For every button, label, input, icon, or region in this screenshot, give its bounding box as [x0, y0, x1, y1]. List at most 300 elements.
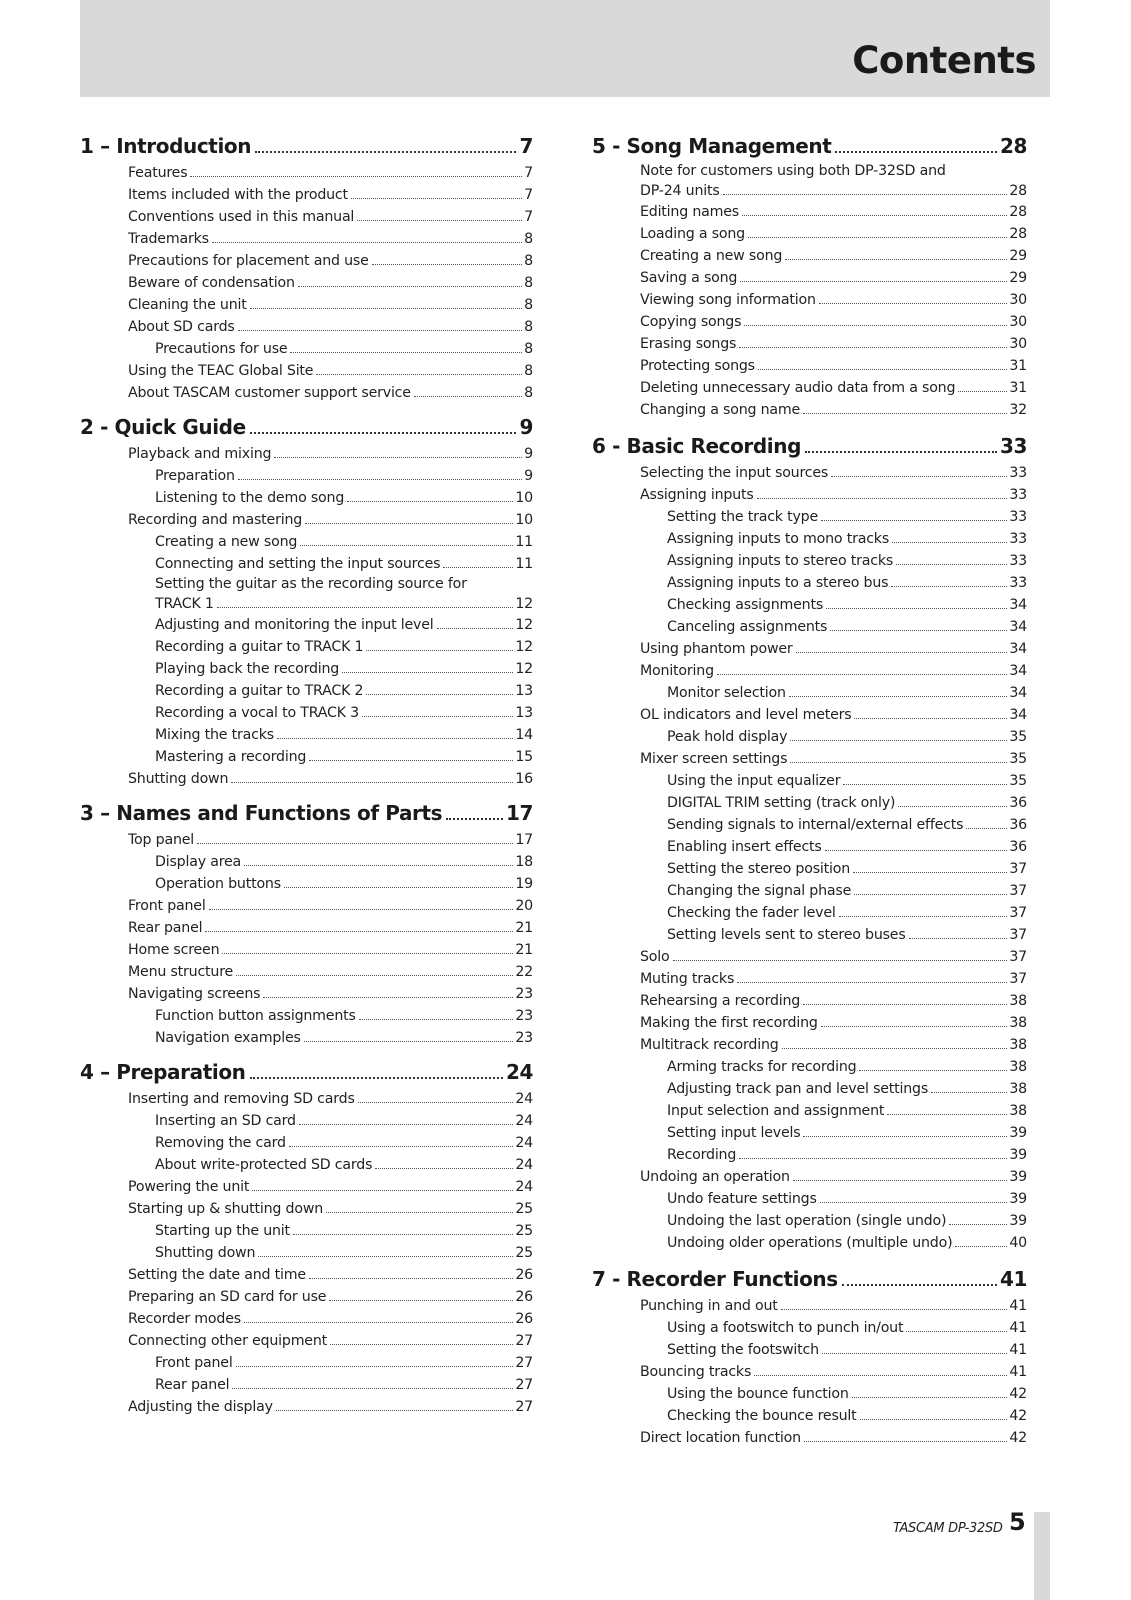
toc-entry[interactable] — [592, 616, 1027, 638]
entry-page: 28 — [1009, 183, 1027, 199]
entry-title: About TASCAM customer support service — [128, 385, 411, 401]
toc-entry[interactable] — [592, 1295, 1027, 1317]
entry-title: Inserting an SD card — [155, 1113, 296, 1129]
entry-title: Assigning inputs to a stereo bus — [667, 575, 889, 591]
toc-entry[interactable] — [592, 355, 1027, 377]
toc-entry[interactable] — [592, 1361, 1027, 1383]
entry-page: 38 — [1009, 1059, 1027, 1075]
entry-page: 24 — [515, 1157, 533, 1173]
toc-entry[interactable] — [592, 267, 1027, 289]
entry-page: 8 — [524, 231, 533, 247]
toc-entry[interactable] — [592, 638, 1027, 660]
section-title: 7 - Recorder Functions — [592, 1267, 838, 1291]
entry-list — [592, 1295, 1027, 1449]
toc-entry[interactable] — [80, 768, 533, 790]
entry-title: DIGITAL TRIM setting (track only) — [667, 795, 896, 811]
section-heading[interactable] — [80, 798, 533, 829]
entry-page: 30 — [1009, 314, 1027, 330]
dot-leader — [358, 1102, 514, 1103]
entry-page: 21 — [515, 920, 533, 936]
dot-leader — [955, 1246, 1007, 1247]
dot-leader — [277, 738, 513, 739]
toc-entry[interactable] — [80, 443, 533, 465]
toc-entry[interactable] — [80, 1374, 533, 1396]
toc-entry[interactable] — [592, 792, 1027, 814]
entry-page: 13 — [515, 683, 533, 699]
section-page: 9 — [519, 415, 533, 439]
dot-leader — [737, 982, 1007, 983]
entry-title: Assigning inputs to mono tracks — [667, 531, 890, 547]
toc-entry[interactable] — [592, 748, 1027, 770]
entry-title: Recording a vocal to TRACK 3 — [155, 705, 359, 721]
entry-title: Mixing the tracks — [155, 727, 274, 743]
dot-leader — [793, 1180, 1008, 1181]
entry-title: Setting the footswitch — [667, 1342, 819, 1358]
toc-entry[interactable] — [592, 399, 1027, 421]
entry-title: Using a footswitch to punch in/out — [667, 1320, 904, 1336]
entry-page: 16 — [515, 771, 533, 787]
entry-page: 36 — [1009, 817, 1027, 833]
entry-title: About write-protected SD cards — [155, 1157, 373, 1173]
toc-entry[interactable] — [80, 206, 533, 228]
toc-entry[interactable] — [80, 1110, 533, 1132]
toc-entry[interactable] — [592, 1144, 1027, 1166]
toc-entry[interactable] — [592, 660, 1027, 682]
toc-entry[interactable] — [80, 636, 533, 658]
entry-title: Creating a new song — [640, 248, 783, 264]
dot-leader — [723, 194, 1008, 195]
section-gap — [80, 1049, 533, 1057]
toc-entry[interactable] — [80, 553, 533, 575]
entry-page: 25 — [515, 1245, 533, 1261]
entry-title: Undoing the last operation (single undo) — [667, 1213, 947, 1229]
toc-entry[interactable] — [80, 1352, 533, 1374]
dot-leader — [821, 520, 1007, 521]
entry-page: 37 — [1009, 883, 1027, 899]
entry-title: Direct location function — [640, 1430, 801, 1446]
dot-leader — [853, 872, 1007, 873]
toc-entry[interactable] — [80, 917, 533, 939]
entry-title: Canceling assignments — [667, 619, 828, 635]
toc-entry[interactable] — [80, 228, 533, 250]
entry-title: Undoing older operations (multiple undo) — [667, 1235, 953, 1251]
entry-page: 37 — [1009, 927, 1027, 943]
dot-leader — [949, 1224, 1007, 1225]
dot-leader — [805, 451, 997, 453]
toc-entry[interactable] — [592, 1056, 1027, 1078]
toc-entry[interactable] — [592, 946, 1027, 968]
toc-entry[interactable] — [592, 704, 1027, 726]
entry-page: 8 — [524, 253, 533, 269]
entry-title: Home screen — [128, 942, 220, 958]
toc-section — [80, 412, 533, 790]
dot-leader — [289, 1146, 514, 1147]
dot-leader — [781, 1309, 1008, 1310]
section-title: 2 - Quick Guide — [80, 415, 246, 439]
dot-leader — [217, 607, 514, 608]
toc-entry[interactable] — [80, 939, 533, 961]
entry-page: 27 — [515, 1377, 533, 1393]
entry-title: Recording — [667, 1147, 737, 1163]
entry-list — [80, 443, 533, 790]
toc-entry[interactable] — [80, 1286, 533, 1308]
dot-leader — [820, 1202, 1008, 1203]
toc-entry[interactable] — [80, 829, 533, 851]
entry-title: Protecting songs — [640, 358, 755, 374]
toc-entry[interactable] — [80, 658, 533, 680]
dot-leader — [232, 1388, 513, 1389]
toc-entry[interactable] — [592, 201, 1027, 223]
entry-page: 7 — [524, 209, 533, 225]
toc-entry[interactable] — [592, 162, 1027, 201]
toc-entry[interactable] — [592, 1317, 1027, 1339]
entry-title: Menu structure — [128, 964, 234, 980]
toc-entry[interactable] — [80, 1308, 533, 1330]
toc-entry[interactable] — [80, 162, 533, 184]
entry-page: 36 — [1009, 839, 1027, 855]
entry-page: 33 — [1009, 509, 1027, 525]
entry-page: 9 — [524, 468, 533, 484]
toc-entry[interactable] — [592, 1383, 1027, 1405]
entry-page: 39 — [1009, 1169, 1027, 1185]
dot-leader — [758, 369, 1007, 370]
entry-title: Recording and mastering — [128, 512, 303, 528]
entry-page: 41 — [1009, 1320, 1027, 1336]
dot-leader — [309, 760, 513, 761]
toc-entry[interactable] — [592, 968, 1027, 990]
entry-title: About SD cards — [128, 319, 235, 335]
entry-page: 37 — [1009, 861, 1027, 877]
dot-leader — [446, 818, 503, 820]
entry-title: Using the bounce function — [667, 1386, 849, 1402]
dot-leader — [359, 1019, 514, 1020]
toc-entry[interactable] — [80, 746, 533, 768]
section-heading[interactable] — [592, 1264, 1027, 1295]
toc-entry[interactable] — [592, 1166, 1027, 1188]
entry-page: 39 — [1009, 1147, 1027, 1163]
section-heading[interactable] — [80, 131, 533, 162]
section-title: 1 – Introduction — [80, 134, 252, 158]
entry-page: 12 — [515, 639, 533, 655]
entry-page: 26 — [515, 1267, 533, 1283]
section-title: 5 - Song Management — [592, 134, 832, 158]
entry-title: Changing the signal phase — [667, 883, 852, 899]
dot-leader — [843, 784, 1007, 785]
section-page: 33 — [999, 434, 1027, 458]
entry-title: Changing a song name — [640, 402, 801, 418]
toc-entry[interactable] — [592, 462, 1027, 484]
entry-page: 40 — [1009, 1235, 1027, 1251]
toc-entry[interactable] — [80, 1027, 533, 1049]
toc-entry[interactable] — [80, 895, 533, 917]
entry-title: Punching in and out — [640, 1298, 778, 1314]
toc-entry[interactable] — [592, 245, 1027, 267]
toc-column-right — [592, 131, 1027, 1449]
toc-entry[interactable] — [592, 528, 1027, 550]
toc-entry[interactable] — [592, 594, 1027, 616]
footer-page-number: 5 — [1009, 1508, 1026, 1536]
dot-leader — [316, 374, 522, 375]
entry-page: 33 — [1009, 531, 1027, 547]
entry-title: Setting the date and time — [128, 1267, 306, 1283]
toc-entry[interactable] — [80, 272, 533, 294]
toc-entry[interactable] — [80, 1088, 533, 1110]
toc-entry[interactable] — [592, 550, 1027, 572]
entry-page: 33 — [1009, 553, 1027, 569]
entry-page: 15 — [515, 749, 533, 765]
entry-title: Erasing songs — [640, 336, 737, 352]
entry-page: 30 — [1009, 292, 1027, 308]
entry-title: Playback and mixing — [128, 446, 272, 462]
entry-page: 32 — [1009, 402, 1027, 418]
toc-entry[interactable] — [592, 836, 1027, 858]
entry-page: 42 — [1009, 1430, 1027, 1446]
entry-title: Setting levels sent to stereo buses — [667, 927, 906, 943]
toc-entry[interactable] — [80, 961, 533, 983]
toc-section — [80, 1057, 533, 1418]
dot-leader — [748, 237, 1007, 238]
toc-entry[interactable] — [80, 382, 533, 404]
entry-page: 13 — [515, 705, 533, 721]
toc-entry[interactable] — [592, 726, 1027, 748]
entry-line — [155, 594, 533, 614]
section-heading[interactable] — [80, 1057, 533, 1088]
entry-line — [640, 181, 1027, 201]
toc-entry[interactable] — [592, 814, 1027, 836]
toc-entry[interactable] — [592, 880, 1027, 902]
toc-entry[interactable] — [592, 289, 1027, 311]
toc-entry[interactable] — [80, 360, 533, 382]
entry-page: 27 — [515, 1333, 533, 1349]
toc-entry[interactable] — [592, 223, 1027, 245]
toc-entry[interactable] — [592, 902, 1027, 924]
entry-page: 24 — [515, 1179, 533, 1195]
entry-title: Navigation examples — [155, 1030, 301, 1046]
entry-page: 31 — [1009, 380, 1027, 396]
dot-leader — [831, 476, 1007, 477]
toc-entry[interactable] — [80, 294, 533, 316]
toc-entry[interactable] — [80, 316, 533, 338]
entry-title: Saving a song — [640, 270, 738, 286]
toc-entry[interactable] — [80, 614, 533, 636]
section-heading[interactable] — [80, 412, 533, 443]
toc-entry[interactable] — [592, 572, 1027, 594]
toc-entry[interactable] — [80, 509, 533, 531]
toc-entry[interactable] — [592, 377, 1027, 399]
dot-leader — [717, 674, 1007, 675]
dot-leader — [835, 151, 997, 153]
toc-entry[interactable] — [80, 1396, 533, 1418]
dot-leader — [300, 545, 513, 546]
entry-page: 30 — [1009, 336, 1027, 352]
toc-entry[interactable] — [592, 1188, 1027, 1210]
entry-title: Undoing an operation — [640, 1169, 790, 1185]
dot-leader — [326, 1212, 513, 1213]
dot-leader — [342, 672, 513, 673]
entry-page: 33 — [1009, 575, 1027, 591]
entry-page: 37 — [1009, 971, 1027, 987]
entry-title: Assigning inputs — [640, 487, 754, 503]
toc-entry[interactable] — [80, 680, 533, 702]
entry-title: Display area — [155, 854, 242, 870]
entry-page: 36 — [1009, 795, 1027, 811]
entry-page: 14 — [515, 727, 533, 743]
toc-entry[interactable] — [80, 1005, 533, 1027]
dot-leader — [443, 567, 513, 568]
entry-title: Deleting unnecessary audio data from a song — [640, 380, 956, 396]
entry-page: 24 — [515, 1135, 533, 1151]
dot-leader — [274, 457, 522, 458]
toc-entry[interactable] — [592, 990, 1027, 1012]
dot-leader — [789, 696, 1008, 697]
entry-page: 29 — [1009, 270, 1027, 286]
entry-page: 8 — [524, 385, 533, 401]
entry-title: Connecting and setting the input sources — [155, 556, 441, 572]
toc-entry[interactable] — [592, 1122, 1027, 1144]
entry-page: 38 — [1009, 1081, 1027, 1097]
entry-page: 28 — [1009, 204, 1027, 220]
toc-entry[interactable] — [80, 1176, 533, 1198]
entry-page: 38 — [1009, 993, 1027, 1009]
toc-entry[interactable] — [80, 1330, 533, 1352]
toc-entry[interactable] — [592, 1405, 1027, 1427]
toc-entry[interactable] — [80, 487, 533, 509]
toc-entry[interactable] — [592, 1012, 1027, 1034]
toc-entry[interactable] — [592, 1078, 1027, 1100]
dot-leader — [236, 1366, 514, 1367]
dot-leader — [255, 151, 516, 153]
entry-title: Cleaning the unit — [128, 297, 247, 313]
toc-entry[interactable] — [592, 1210, 1027, 1232]
toc-entry[interactable] — [80, 983, 533, 1005]
toc-entry[interactable] — [80, 184, 533, 206]
toc-entry[interactable] — [592, 1100, 1027, 1122]
toc-entry[interactable] — [80, 1242, 533, 1264]
toc-entry[interactable] — [592, 1232, 1027, 1254]
dot-leader — [744, 325, 1007, 326]
entry-title: Enabling insert effects — [667, 839, 822, 855]
dot-leader — [293, 1234, 513, 1235]
header-band — [80, 0, 1050, 97]
toc-entry[interactable] — [80, 1132, 533, 1154]
entry-title: Muting tracks — [640, 971, 735, 987]
dot-leader — [757, 498, 1008, 499]
entry-title-cont: TRACK 1 — [155, 596, 214, 612]
entry-title: Starting up & shutting down — [128, 1201, 324, 1217]
section-gap — [80, 790, 533, 798]
toc-entry[interactable] — [592, 311, 1027, 333]
toc-entry[interactable] — [592, 506, 1027, 528]
toc-entry[interactable] — [592, 770, 1027, 792]
entry-page: 7 — [524, 165, 533, 181]
toc-entry[interactable] — [592, 1339, 1027, 1361]
section-heading[interactable] — [592, 431, 1027, 462]
toc-entry[interactable] — [80, 531, 533, 553]
entry-page: 12 — [515, 661, 533, 677]
toc-entry[interactable] — [80, 1198, 533, 1220]
toc-entry[interactable] — [80, 465, 533, 487]
toc-entry[interactable] — [592, 484, 1027, 506]
dot-leader — [892, 542, 1007, 543]
toc-entry[interactable] — [80, 873, 533, 895]
section-page: 7 — [519, 134, 533, 158]
dot-leader — [238, 479, 522, 480]
dot-leader — [804, 1441, 1007, 1442]
entry-list — [592, 162, 1027, 421]
toc-entry[interactable] — [80, 851, 533, 873]
entry-title: Listening to the demo song — [155, 490, 345, 506]
dot-leader — [673, 960, 1008, 961]
entry-title: Preparing an SD card for use — [128, 1289, 327, 1305]
dot-leader — [782, 1048, 1008, 1049]
toc-section — [592, 431, 1027, 1254]
entry-page: 41 — [1009, 1364, 1027, 1380]
dot-leader — [898, 806, 1007, 807]
dot-leader — [238, 330, 523, 331]
dot-leader — [803, 1004, 1007, 1005]
entry-page: 17 — [515, 832, 533, 848]
toc-entry[interactable] — [80, 1220, 533, 1242]
entry-page: 33 — [1009, 487, 1027, 503]
entry-page: 27 — [515, 1399, 533, 1415]
entry-page: 35 — [1009, 729, 1027, 745]
dot-leader — [304, 1041, 514, 1042]
dot-leader — [209, 909, 514, 910]
toc-entry[interactable] — [80, 724, 533, 746]
toc-entry[interactable] — [80, 575, 533, 614]
toc-entry[interactable] — [80, 1264, 533, 1286]
entry-title: Peak hold display — [667, 729, 788, 745]
entry-title: Playing back the recording — [155, 661, 340, 677]
dot-leader — [754, 1375, 1007, 1376]
entry-title: Assigning inputs to stereo tracks — [667, 553, 894, 569]
entry-page: 38 — [1009, 1015, 1027, 1031]
toc-entry[interactable] — [80, 1154, 533, 1176]
section-heading[interactable] — [592, 131, 1027, 162]
page-title: Contents — [852, 39, 1036, 82]
dot-leader — [860, 1419, 1008, 1420]
toc-entry[interactable] — [592, 858, 1027, 880]
toc-entry[interactable] — [592, 682, 1027, 704]
toc-entry[interactable] — [592, 1427, 1027, 1449]
dot-leader — [796, 652, 1008, 653]
entry-title: Adjusting the display — [128, 1399, 273, 1415]
toc-entry[interactable] — [80, 338, 533, 360]
section-title: 3 – Names and Functions of Parts — [80, 801, 443, 825]
section-gap — [592, 1254, 1027, 1264]
entry-title: Solo — [640, 949, 670, 965]
dot-leader — [825, 850, 1008, 851]
toc-entry[interactable] — [592, 1034, 1027, 1056]
dot-leader — [244, 1322, 513, 1323]
section-page: 17 — [505, 801, 533, 825]
entry-title: Monitoring — [640, 663, 714, 679]
dot-leader — [909, 938, 1008, 939]
entry-title: Top panel — [128, 832, 195, 848]
dot-leader — [830, 630, 1007, 631]
dot-leader — [790, 740, 1007, 741]
dot-leader — [197, 843, 513, 844]
entry-title: Undo feature settings — [667, 1191, 817, 1207]
entry-page: 7 — [524, 187, 533, 203]
entry-page: 33 — [1009, 465, 1027, 481]
toc-entry[interactable] — [80, 250, 533, 272]
entry-page: 8 — [524, 275, 533, 291]
toc-entry[interactable] — [80, 702, 533, 724]
entry-title: Creating a new song — [155, 534, 298, 550]
toc-entry[interactable] — [592, 924, 1027, 946]
toc-entry[interactable] — [592, 333, 1027, 355]
